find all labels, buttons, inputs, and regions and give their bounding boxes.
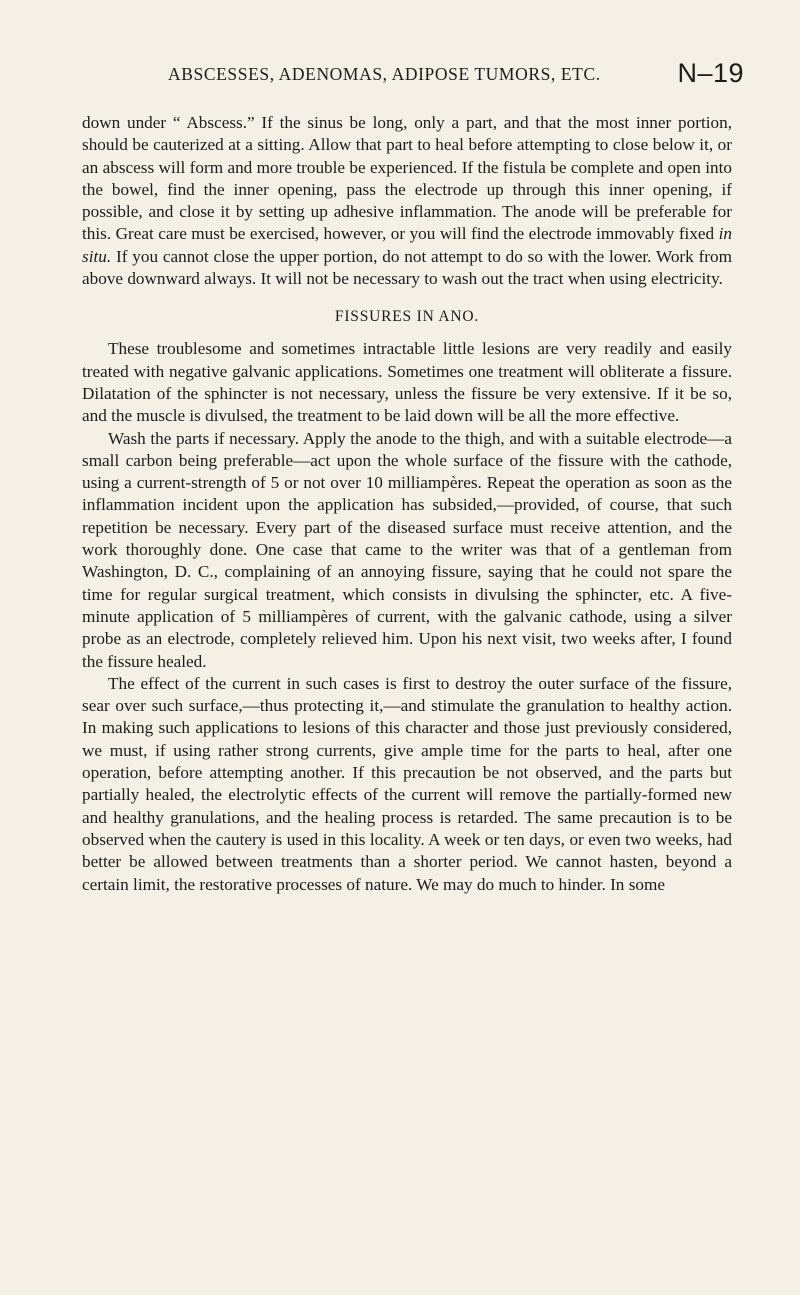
- paragraph-treatment: Wash the parts if necessary. Apply the anode to the thigh, and with a suitable electrode—a small carbon being preferable—act upon the whole surface of the fissure with the cathode, using a current-strength of 5 or not over 10 milliampères. Repeat the operation as soon as the inflammation incident upon the application has subsided,—provided, of course, that such repetition be necessary. Every part of the diseased surface must receive attention, and the work thoroughly done. One case that came to the writer was that of a gentleman from Washington, D. C., complaining of an annoying fissure, saying that he could not spare the time for regular surgical treatment, which consists in divulsing the sphincter, etc. A five-minute application of 5 milliampères of current, with the galvanic cathode, using a silver probe as an electrode, completely relieved him. Upon his next visit, two weeks after, I found the fissure healed.: [82, 428, 732, 671]
- paragraph-text: down under “ Abscess.” If the sinus be long, only a part, and that the most inner portion, should be cauterized at a sitting. Allow that part to heal before attempting to close below it, or an abscess will form and more trouble be experienced. If the fistula be complete and open into the bowel, find the inner opening, pass the electrode up through this inner opening, if possible, and close it by setting up adhesive inflammation. The anode will be preferable for this. Great care must be exercised, however, or you will find the electrode immovably fixed: [82, 113, 732, 244]
- paragraph-fistula-continued: [82, 112, 732, 290]
- running-header: [82, 58, 744, 92]
- book-page: [82, 58, 744, 896]
- page-number: N–19: [677, 58, 744, 88]
- paragraph-current-effect: The effect of the current in such cases is first to destroy the outer surface of the fissure, sear over such surface,—thus protecting it,—and stimulate the granulation to healthy action. In making such applications to lesions of this character and those just previously considered, we must, if using rather strong currents, give ample time for the parts to heal, after one operation, before attempting another. If this precaution be not observed, and the parts but partially healed, the electrolytic effects of the current will remove the partially-formed new and healthy granulations, and the healing process is retarded. The same precaution is to be observed when the cautery is used in this locality. A week or ten days, or even two weeks, had better be allowed between treatments than a shorter period. We cannot hasten, beyond a certain limit, the restorative processes of nature. We may do much to hinder. In some: [82, 673, 732, 894]
- paragraph-text-end: If you cannot close the upper portion, do not attempt to do so with the lower. Work from above downward always. It will not be necessary to wash out the tract when using electricity.: [82, 246, 732, 289]
- italic-phrase: in situ.: [82, 224, 732, 266]
- running-title: ABSCESSES, ADENOMAS, ADIPOSE TUMORS, ETC.: [168, 64, 601, 84]
- section-heading: FISSURES IN ANO.: [334, 308, 480, 326]
- paragraph-fissures-intro: These troublesome and sometimes intractable little lesions are very readily and easily treated with negative galvanic applications. Sometimes one treatment will obliterate a fissure. Dilatation of the sphincter is not necessary, unless the fissure be very extensive. If it be so, and the muscle is divulsed, the treatment to be laid down will be all the more effective.: [82, 339, 732, 426]
